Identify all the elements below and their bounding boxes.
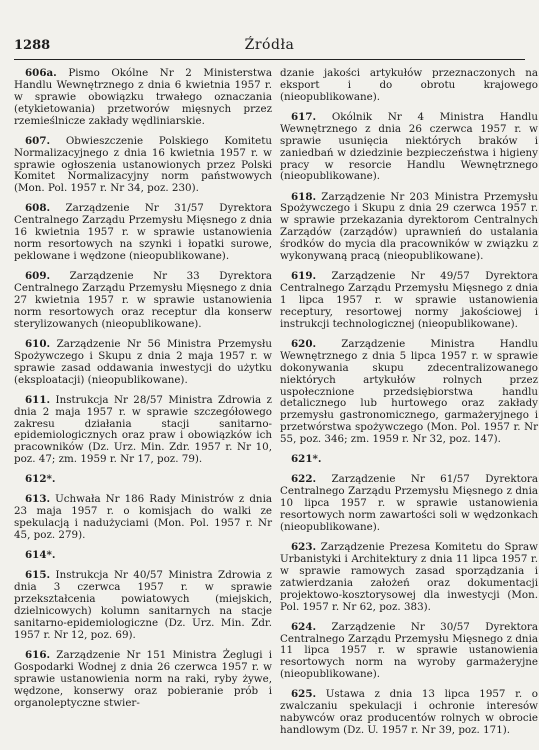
entry-text: Instrukcja Nr 28/57 Ministra Zdrowia z dnia 2 maja 1957 r. w sprawie szczegółowego zakresu działania stacji sanitarno-epidemiologicznych oraz praw i obowiązków ich pracowników (Dz. Urz. Min. Zdr. 1957 r. Nr 10, poz. 47; zm. 1959 r. Nr 17, poz. 79). <box>14 393 272 466</box>
entry-number: 607. <box>25 134 51 147</box>
entry-text: dzanie jakości artykułów przeznaczonych na eksport i do obrotu krajowego (nieopublikowane). <box>280 67 538 103</box>
source-entry <box>280 474 538 534</box>
source-entry <box>14 271 272 331</box>
source-entry <box>280 192 538 263</box>
entry-text: Instrukcja Nr 40/57 Ministra Zdrowia z dnia 3 czerwca 1957 r. w sprawie przekształcenia powiatowych (miejskich, dzielnicowych) kolumn sanitarnych na stacje sanitarno-epidemiologiczne (Dz. Urz. Min. Zdr. 1957 r. Nr 12, poz. 69). <box>14 569 272 641</box>
entry-text: Obwieszczenie Polskiego Komitetu Normalizacyjnego z dnia 16 kwietnia 1957 r. w sprawie ogłoszenia ustanowionych przez Polski Komitet Normalizacyjny norm państwowych (Mon. Pol. 1957 r. Nr 34, poz. 230). <box>14 134 272 195</box>
entry-number: 616. <box>25 648 51 661</box>
source-entry <box>280 542 538 613</box>
source-entry <box>280 689 538 737</box>
entry-number: 622. <box>291 473 317 486</box>
source-entry <box>280 271 538 331</box>
page-number: 1288 <box>14 38 51 53</box>
left-column <box>14 68 272 718</box>
source-entry <box>14 395 272 466</box>
entry-text: Zarządzenie Prezesa Komitetu do Spraw Urbanistyki i Architektury z dnia 11 lipca 1957 r. w sprawie ramowych zasad sporządzania i zatwierdzania założeń oraz dokumentacji projektowo-kosztorysowej dla inwestycji (Mon. Pol. 1957 r. Nr 62, poz. 383). <box>280 541 538 613</box>
entry-number: 608. <box>25 202 51 215</box>
source-entry <box>14 494 272 542</box>
entry-text: Uchwała Nr 186 Rady Ministrów z dnia 23 maja 1957 r. o komisjach do walki ze spekulacją i nadużyciami (Mon. Pol. 1957 r. Nr 45, poz. 279). <box>14 493 272 542</box>
entry-text: Zarządzenie Nr 56 Ministra Przemysłu Spożywczego i Skupu z dnia 2 maja 1957 r. w sprawie zasad oddawania inwestycji do użytku (eksploatacji) (nieopublikowane). <box>14 337 273 386</box>
source-entry <box>14 474 272 486</box>
entry-number: 606a. <box>25 67 57 79</box>
entry-text: Zarządzenie Nr 203 Ministra Przemysłu Spożywczego i Skupu z dnia 29 czerwca 1957 r. w sprawie przekazania dyrektorom Centralnych Zarządów (zarządów) uprawnień do ustalania środków do mycia dla pracowników w związku z wykonywaną pracą (nieopublikowane). <box>280 190 538 263</box>
source-entry <box>14 570 272 641</box>
entry-number: 617. <box>291 110 317 123</box>
entry-number: 613. <box>25 493 51 506</box>
entry-number: 609. <box>25 270 51 283</box>
entry-number: 618. <box>291 190 317 203</box>
entry-number: 611. <box>25 393 51 406</box>
entry-number: 615. <box>25 569 51 582</box>
entry-text: Zarządzenie Nr 151 Ministra Żeglugi i Gospodarki Wodnej z dnia 26 czerwca 1957 r. w sprawie ustanowienia norm na raki, ryby żywe, wędzone, konserwy oraz pobieranie prób i organoleptyczne stwier- <box>14 648 272 709</box>
entry-text: Zarządzenie Nr 49/57 Dyrektora Centralnego Zarządu Przemysłu Mięsnego z dnia 1 lipca 1957 r. w sprawie ustanowienia receptury, resortowej normy jakościowej i instrukcji technologicznej (nieopublikowane). <box>280 270 538 330</box>
source-entry <box>280 622 538 682</box>
page-header <box>14 38 525 56</box>
entry-number: 623. <box>291 541 317 554</box>
entry-text: Zarządzenie Nr 33 Dyrektora Centralnego Zarządu Przemysłu Mięsnego z dnia 27 kwietnia 1957 r. w sprawie ustanowienia norm resortowych oraz receptur dla konserw sterylizowanych (nieopublikowane). <box>14 270 272 330</box>
header-rule <box>14 59 525 60</box>
entry-number: 625. <box>291 688 317 701</box>
source-entry <box>14 650 272 710</box>
entry-number: 624. <box>291 620 317 633</box>
entry-number: 612*. <box>25 473 56 486</box>
entry-number: 621*. <box>291 453 322 466</box>
entry-text: Zarządzenie Nr 31/57 Dyrektora Centralnego Zarządu Przemysłu Mięsnego z dnia 16 kwietnia 1957 r. w sprawie ustanowienia norm resortowych na szynki i łopatki surowe, peklowane i wędzone (nieopublikowane). <box>14 202 272 263</box>
entry-text: Zarządzenie Nr 30/57 Dyrektora Centralnego Zarządu Przemysłu Mięsnego z dnia 11 lipca 1957 r. w sprawie ustanowienia resortowych norm na wyroby garmażeryjne (nieopublikowane). <box>280 620 538 681</box>
entry-number: 620. <box>291 337 317 350</box>
source-entry <box>280 112 538 183</box>
entry-number: 614*. <box>25 549 56 562</box>
entry-text: Okólnik Nr 4 Ministra Handlu Wewnętrznego z dnia 26 czerwca 1957 r. w sprawie usunięcia niektórych braków i zaniedbań w dziedzinie bezpieczeństwa i higieny pracy w resorcie Handlu Wewnętrznego (nieopublikowane). <box>280 110 538 183</box>
right-column <box>280 68 538 745</box>
source-entry <box>14 136 272 196</box>
source-entry <box>14 68 272 128</box>
source-entry <box>14 339 272 387</box>
entry-text: Pismo Okólne Nr 2 Ministerstwa Handlu Wewnętrznego z dnia 6 kwietnia 1957 r. w sprawie obowiązku trwałego oznaczania (etykietowania) przetworów mięsnych przez rzemieślnicze zakłady wędliniarskie. <box>14 67 272 127</box>
entry-text: Zarządzenie Ministra Handlu Wewnętrznego z dnia 5 lipca 1957 r. w sprawie dokonywania skupu zdecentralizowanego niektórych artykułów rolnych przez uspołecznione przedsiębiorstwa handlu detalicznego lub hurtowego oraz zakłady przemysłu gastronomicznego, garmażeryjnego i przetwórstwa spożywczego (Mon. Pol. 1957 r. Nr 55, poz. 346; zm. 1959 r. Nr 32, poz. 147). <box>280 337 539 446</box>
source-entry <box>280 454 538 466</box>
source-entry <box>14 550 272 562</box>
source-entry <box>280 339 538 446</box>
entry-number: 619. <box>291 270 317 283</box>
entry-text: Ustawa z dnia 13 lipca 1957 r. o zwalczaniu spekulacji i ochronie interesów nabywców oraz producentów rolnych w obrocie handlowym (Dz. U. 1957 r. Nr 39, poz. 171). <box>280 688 538 737</box>
source-entry <box>14 203 272 263</box>
entry-number: 610. <box>25 337 51 350</box>
source-entry-continued <box>280 68 538 104</box>
entry-text: Zarządzenie Nr 61/57 Dyrektora Centralnego Zarządu Przemysłu Mięsnego z dnia 10 lipca 1957 r. w sprawie ustanowienia resortowych norm zawartości soli w wędzonkach (nieopublikowane). <box>280 473 538 533</box>
running-title: Źródła <box>244 37 295 53</box>
